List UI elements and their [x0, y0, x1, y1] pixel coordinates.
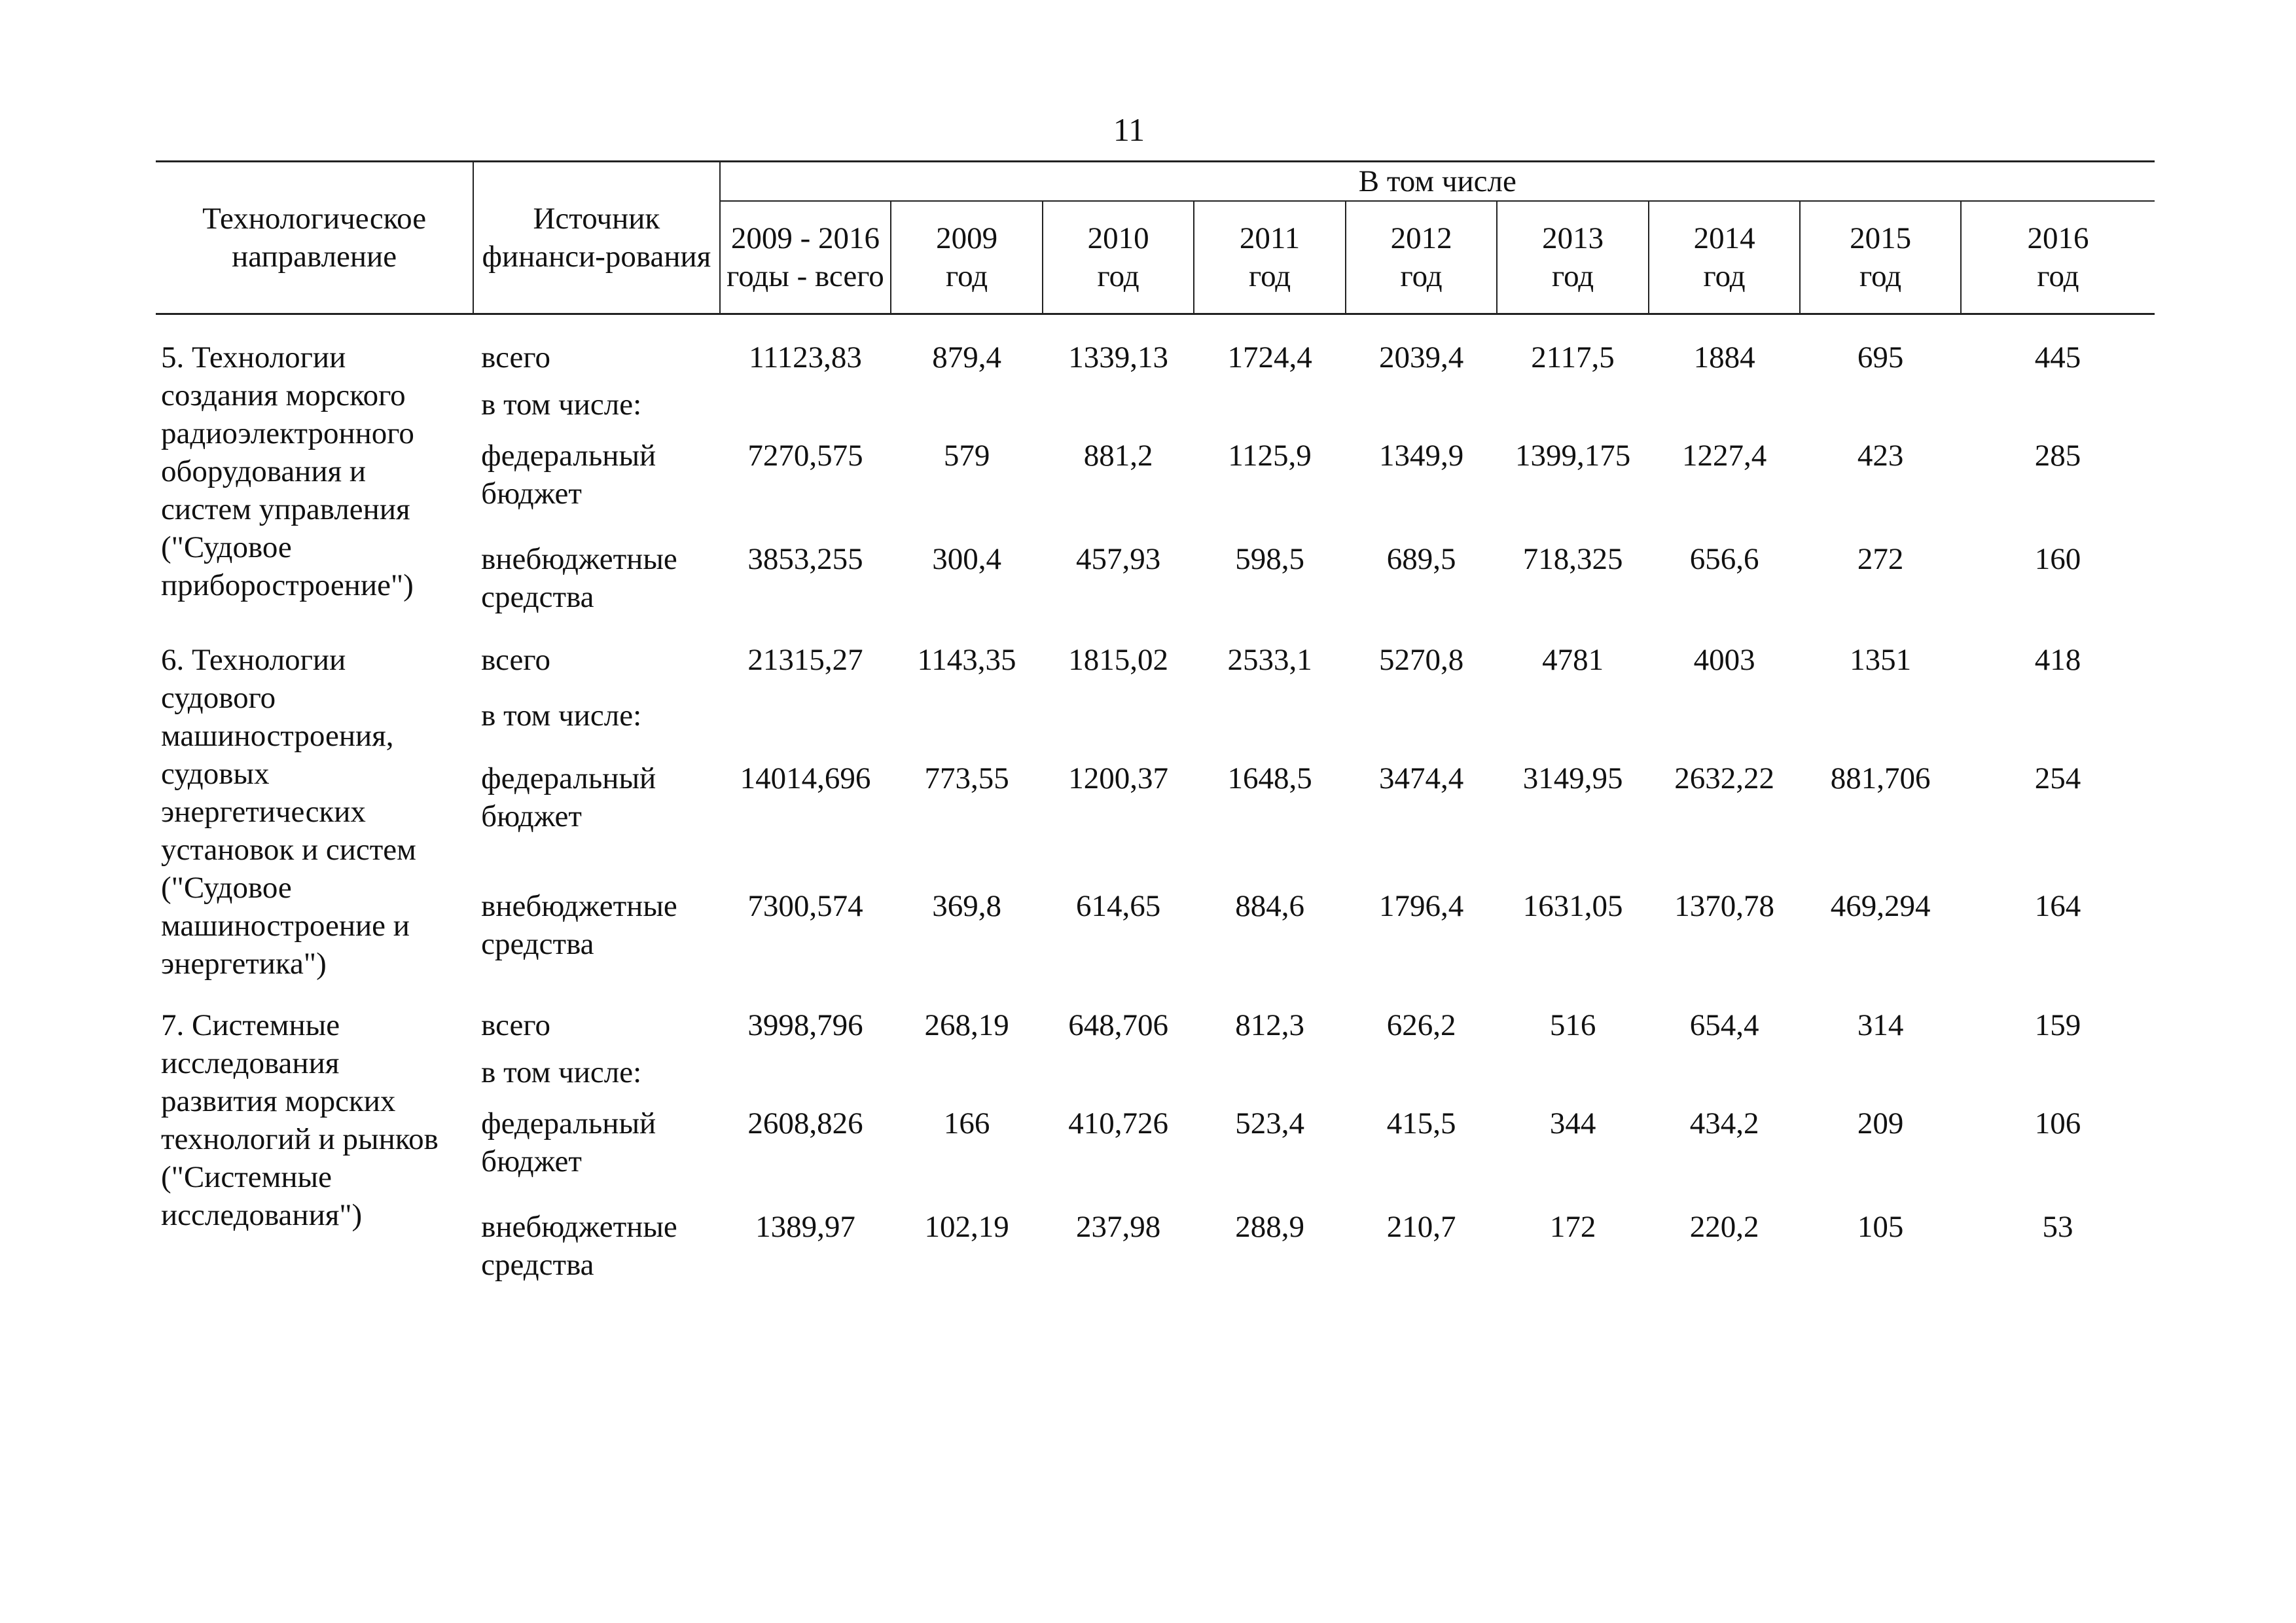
table-cell: 159: [2034, 1008, 2081, 1042]
table-cell: 689,5: [1386, 542, 1456, 576]
header-source: Источник финанси-рования: [473, 162, 719, 314]
source-offbudget-label: [473, 882, 719, 983]
table-row: [156, 1006, 2155, 1044]
header-direction: Технологическое направление: [156, 162, 473, 314]
table-cell: 2117,5: [1531, 340, 1615, 374]
empty-cell: [1497, 314, 1649, 339]
empty-cell: [1649, 314, 1801, 339]
empty-cell: [1649, 376, 1801, 429]
table-cell: 4781: [1542, 643, 1604, 677]
empty-cell: [891, 687, 1043, 752]
empty-cell: [720, 1044, 891, 1097]
table-body: [156, 314, 2155, 1286]
source-line: средства: [481, 580, 594, 614]
empty-cell: [1043, 376, 1194, 429]
table-cell: 881,2: [1083, 439, 1153, 473]
empty-cell: [891, 314, 1043, 339]
table-cell: 614,65: [1075, 888, 1161, 923]
table-cell: 1389,97: [755, 1210, 855, 1244]
table-cell: 1349,9: [1378, 439, 1464, 473]
table-cell: 344: [1549, 1106, 1596, 1140]
table-cell: 695: [1857, 340, 1904, 374]
empty-cell: [891, 983, 1043, 1006]
direction-line: установок и систем: [161, 833, 416, 867]
empty-cell: [1346, 687, 1498, 752]
header-year-2009: 2009 год: [891, 201, 1043, 314]
empty-cell: [1194, 687, 1346, 752]
source-line: федеральный: [481, 439, 656, 473]
empty-cell: [1800, 314, 1961, 339]
source-line: средства: [481, 926, 594, 961]
direction-line: энергетических: [161, 795, 366, 829]
page-number: 11: [1113, 111, 1145, 148]
table-cell: 7300,574: [747, 888, 863, 923]
empty-cell: [1497, 1044, 1649, 1097]
direction-line: 7. Системные: [161, 1008, 340, 1042]
direction-cell: [156, 338, 473, 617]
empty-cell: [1961, 687, 2155, 752]
row-spacer: [156, 314, 2155, 339]
table-cell: 1796,4: [1378, 888, 1464, 923]
empty-cell: [1800, 983, 1961, 1006]
table-cell: 2533,1: [1227, 643, 1312, 677]
direction-line: машиностроение и: [161, 909, 410, 943]
table-cell: 654,4: [1689, 1008, 1759, 1042]
table-cell: 300,4: [932, 542, 1001, 576]
header-year-2014: 2014 год: [1649, 201, 1801, 314]
empty-cell: [1961, 1044, 2155, 1097]
table-cell: 469,294: [1830, 888, 1931, 923]
table-cell: 418: [2034, 643, 2081, 677]
table-cell: 2039,4: [1378, 340, 1464, 374]
direction-cell: [156, 641, 473, 983]
empty-cell: [1800, 1044, 1961, 1097]
empty-cell: [1497, 687, 1649, 752]
table-cell: 160: [2034, 542, 2081, 576]
table-cell: 11123,83: [749, 340, 862, 374]
table-cell: 3853,255: [747, 542, 863, 576]
table-cell: 5270,8: [1378, 643, 1464, 677]
table-cell: 457,93: [1075, 542, 1161, 576]
empty-cell: [156, 983, 473, 1006]
table-cell: 1724,4: [1227, 340, 1312, 374]
table-cell: 288,9: [1235, 1210, 1304, 1244]
table-cell: 369,8: [932, 888, 1001, 923]
table-cell: 598,5: [1235, 542, 1304, 576]
table-cell: 102,19: [924, 1210, 1009, 1244]
direction-line: создания морского: [161, 378, 406, 412]
source-offbudget-label: [473, 1203, 719, 1285]
source-total-label: всего: [481, 643, 550, 677]
empty-cell: [473, 314, 719, 339]
source-incl-label: в том числе:: [481, 388, 642, 422]
table-cell: 718,325: [1522, 542, 1623, 576]
empty-cell: [1497, 376, 1649, 429]
empty-cell: [1346, 617, 1498, 641]
empty-cell: [1194, 983, 1346, 1006]
table-cell: 579: [943, 439, 990, 473]
direction-line: приборостроение"): [161, 568, 414, 602]
empty-cell: [1497, 617, 1649, 641]
empty-cell: [1194, 617, 1346, 641]
funding-table: [156, 160, 2155, 1285]
table-cell: 1815,02: [1068, 643, 1168, 677]
empty-cell: [1649, 983, 1801, 1006]
table-cell: 423: [1857, 439, 1904, 473]
direction-line: развития морских: [161, 1084, 396, 1118]
direction-line: технологий и рынков: [161, 1122, 439, 1156]
table-cell: 166: [943, 1106, 990, 1140]
direction-line: 5. Технологии: [161, 340, 346, 374]
header-total: 2009 - 2016 годы - всего: [720, 201, 891, 314]
source-offbudget-label: [473, 535, 719, 617]
empty-cell: [1194, 1044, 1346, 1097]
source-line: бюджет: [481, 799, 582, 834]
direction-line: радиоэлектронного: [161, 416, 414, 450]
empty-cell: [1346, 1044, 1498, 1097]
table-cell: 881,706: [1830, 761, 1931, 796]
row-spacer: [156, 983, 2155, 1006]
table-cell: 1884: [1693, 340, 1755, 374]
table-cell: 285: [2034, 439, 2081, 473]
empty-cell: [1043, 617, 1194, 641]
source-federal-label: [473, 429, 719, 535]
empty-cell: [1043, 983, 1194, 1006]
table-cell: 410,726: [1068, 1106, 1168, 1140]
header-year-2011: 2011 год: [1194, 201, 1346, 314]
direction-line: 6. Технологии: [161, 643, 346, 677]
empty-cell: [1346, 376, 1498, 429]
table-cell: 1125,9: [1228, 439, 1312, 473]
empty-cell: [1194, 314, 1346, 339]
table-cell: 1399,175: [1515, 439, 1631, 473]
source-total-label: всего: [481, 340, 550, 374]
table-cell: 1143,35: [917, 643, 1016, 677]
empty-cell: [891, 617, 1043, 641]
source-line: внебюджетные: [481, 888, 677, 923]
empty-cell: [720, 314, 891, 339]
direction-line: энергетика"): [161, 947, 327, 981]
direction-line: исследования"): [161, 1198, 363, 1232]
source-incl-label: в том числе:: [481, 699, 642, 733]
direction-line: ("Судовое: [161, 871, 292, 905]
table-row: [156, 641, 2155, 687]
table-cell: 209: [1857, 1106, 1904, 1140]
table-cell: 1370,78: [1674, 888, 1774, 923]
table-cell: 237,98: [1075, 1210, 1161, 1244]
source-incl-label: в том числе:: [481, 1055, 642, 1089]
empty-cell: [156, 314, 473, 339]
empty-cell: [1800, 687, 1961, 752]
direction-line: ("Системные: [161, 1160, 332, 1194]
direction-cell: [156, 1006, 473, 1285]
row-spacer: [156, 617, 2155, 641]
source-line: внебюджетные: [481, 1210, 677, 1244]
table-cell: 1351: [1850, 643, 1912, 677]
empty-cell: [1961, 314, 2155, 339]
table-cell: 268,19: [924, 1008, 1009, 1042]
table-cell: 172: [1549, 1210, 1596, 1244]
table-cell: 1339,13: [1068, 340, 1168, 374]
table-cell: 884,6: [1235, 888, 1304, 923]
header-year-2012: 2012 год: [1346, 201, 1498, 314]
empty-cell: [1649, 617, 1801, 641]
empty-cell: [1346, 314, 1498, 339]
table-cell: 164: [2034, 888, 2081, 923]
table-cell: 220,2: [1689, 1210, 1759, 1244]
direction-line: машиностроения,: [161, 719, 394, 753]
source-line: бюджет: [481, 1144, 582, 1178]
table-cell: 1200,37: [1068, 761, 1168, 796]
table-cell: 21315,27: [747, 643, 863, 677]
empty-cell: [1800, 617, 1961, 641]
table-cell: 1631,05: [1522, 888, 1623, 923]
header-group: В том числе: [720, 162, 2155, 202]
table-cell: 415,5: [1386, 1106, 1456, 1140]
direction-line: судового: [161, 681, 276, 715]
table-cell: 812,3: [1235, 1008, 1304, 1042]
source-line: федеральный: [481, 761, 656, 796]
table-cell: 1227,4: [1681, 439, 1767, 473]
table-cell: 14014,696: [740, 761, 871, 796]
header-year-2016: 2016 год: [1961, 201, 2155, 314]
header-year-2015: 2015 год: [1800, 201, 1961, 314]
empty-cell: [473, 983, 719, 1006]
table-cell: 1648,5: [1227, 761, 1312, 796]
empty-cell: [1043, 1044, 1194, 1097]
source-total-label: всего: [481, 1008, 550, 1042]
table-cell: 656,6: [1689, 542, 1759, 576]
header-year-2010: 2010 год: [1043, 201, 1194, 314]
table-cell: 4003: [1693, 643, 1755, 677]
table-cell: 254: [2034, 761, 2081, 796]
empty-cell: [156, 617, 473, 641]
table-cell: 106: [2034, 1106, 2081, 1140]
table-cell: 272: [1857, 542, 1904, 576]
table-cell: 3998,796: [747, 1008, 863, 1042]
source-line: бюджет: [481, 477, 582, 511]
empty-cell: [1194, 376, 1346, 429]
empty-cell: [720, 687, 891, 752]
empty-cell: [1961, 983, 2155, 1006]
table-cell: 523,4: [1235, 1106, 1304, 1140]
table-cell: 445: [2034, 340, 2081, 374]
empty-cell: [891, 376, 1043, 429]
table-cell: 3149,95: [1522, 761, 1623, 796]
direction-line: исследования: [161, 1046, 340, 1080]
table-cell: 7270,575: [747, 439, 863, 473]
source-federal-label: [473, 1097, 719, 1203]
header-year-2013: 2013 год: [1497, 201, 1649, 314]
table-cell: 3474,4: [1378, 761, 1464, 796]
empty-cell: [720, 617, 891, 641]
table-cell: 314: [1857, 1008, 1904, 1042]
table-cell: 105: [1857, 1210, 1904, 1244]
source-line: федеральный: [481, 1106, 656, 1140]
table-cell: 53: [2042, 1210, 2073, 1244]
table-cell: 626,2: [1386, 1008, 1456, 1042]
table-cell: 434,2: [1689, 1106, 1759, 1140]
empty-cell: [1961, 617, 2155, 641]
source-federal-label: [473, 752, 719, 882]
empty-cell: [1346, 983, 1498, 1006]
empty-cell: [1649, 1044, 1801, 1097]
table-cell: 2632,22: [1674, 761, 1774, 796]
empty-cell: [1497, 983, 1649, 1006]
table-row: [156, 338, 2155, 376]
empty-cell: [1649, 687, 1801, 752]
table-cell: 879,4: [932, 340, 1001, 374]
empty-cell: [1961, 376, 2155, 429]
table-header: [156, 162, 2155, 314]
table-cell: 2608,826: [747, 1106, 863, 1140]
empty-cell: [1800, 376, 1961, 429]
empty-cell: [1043, 687, 1194, 752]
table-cell: 210,7: [1386, 1210, 1456, 1244]
empty-cell: [473, 617, 719, 641]
direction-line: систем управления: [161, 492, 410, 526]
source-line: внебюджетные: [481, 542, 677, 576]
table-cell: 648,706: [1068, 1008, 1168, 1042]
empty-cell: [720, 376, 891, 429]
direction-line: оборудования и: [161, 454, 367, 488]
empty-cell: [1043, 314, 1194, 339]
table-cell: 516: [1549, 1008, 1596, 1042]
table-cell: 773,55: [924, 761, 1009, 796]
direction-line: ("Судовое: [161, 530, 292, 564]
empty-cell: [891, 1044, 1043, 1097]
direction-line: судовых: [161, 757, 270, 791]
source-line: средства: [481, 1248, 594, 1282]
empty-cell: [720, 983, 891, 1006]
